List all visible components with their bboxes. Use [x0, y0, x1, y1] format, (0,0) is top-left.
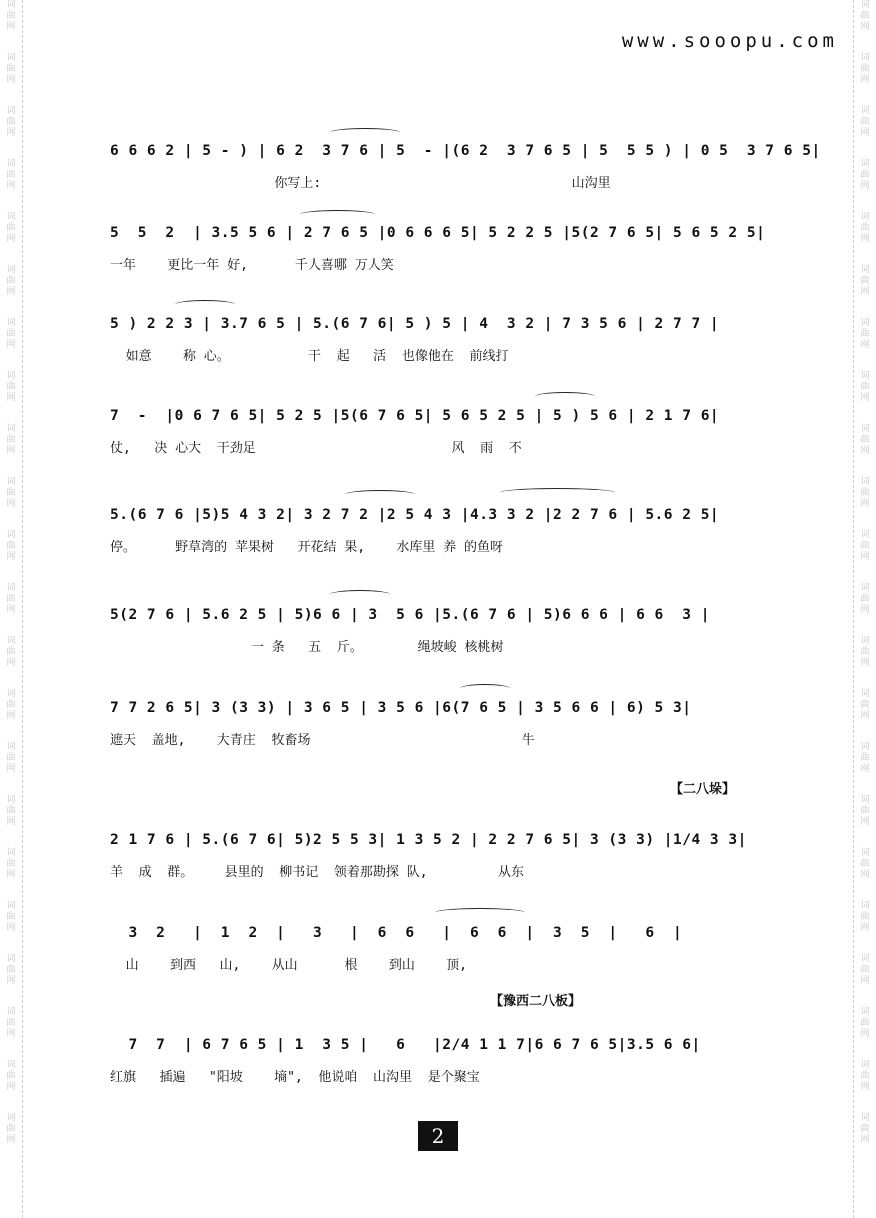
- slur-mark: [460, 684, 510, 693]
- watermark-text: 词曲网: [6, 424, 16, 456]
- watermark-text: 词曲网: [860, 689, 870, 721]
- notation-line: 7 7 2 6 5| 3 (3 3) | 3 6 5 | 3 5 6 |6(7 6 5 | 3 5 6 6 | 6) 5 3|: [110, 700, 692, 716]
- lyric-line: 遮天 盖地, 大青庄 牧畜场 牛: [110, 733, 535, 748]
- notation-line: 2 1 7 6 | 5.(6 7 6| 5)2 5 5 3| 1 3 5 2 | 2 2 7 6 5| 3 (3 3) |1/4 3 3|: [110, 832, 747, 848]
- watermark-text: 词曲网: [6, 583, 16, 615]
- watermark-text: 词曲网: [860, 1113, 870, 1145]
- lyric-line: 红旗 插遍 "阳坡 墒", 他说咱 山沟里 是个聚宝: [110, 1070, 480, 1085]
- slur-mark: [345, 490, 415, 499]
- lyric-line: 仗, 决 心大 干劲足 风 雨 不: [110, 441, 522, 456]
- slur-mark: [535, 392, 595, 401]
- lyric-line: 停。 野草湾的 苹果树 开花结 果, 水库里 养 的鱼呀: [110, 540, 504, 555]
- slur-mark: [175, 300, 235, 309]
- watermark-text: 词曲网: [6, 795, 16, 827]
- watermark-text: 词曲网: [860, 901, 870, 933]
- watermark-text: 词曲网: [860, 53, 870, 85]
- watermark-text: 词曲网: [860, 636, 870, 668]
- lyric-line: 一年 更比一年 好, 千人喜哪 万人笑: [110, 258, 394, 273]
- page-number: 2: [418, 1121, 458, 1151]
- watermark-text: 词曲网: [860, 0, 870, 32]
- lyric-line: 你写上: 山沟里: [110, 176, 611, 191]
- watermark-text: 词曲网: [860, 159, 870, 191]
- watermark-text: 词曲网: [860, 212, 870, 244]
- lyric-line: 羊 成 群。 县里的 柳书记 领着那勘探 队, 从东: [110, 865, 525, 880]
- lyric-line: 山 到西 山, 从山 根 到山 顶,: [110, 958, 467, 973]
- lyric-line: 如意 称 心。 干 起 活 也像他在 前线打: [110, 349, 509, 364]
- watermark-text: 词曲网: [6, 848, 16, 880]
- notation-line: 5.(6 7 6 |5)5 4 3 2| 3 2 7 2 |2 5 4 3 |4.3 3 2 |2 2 7 6 | 5.6 2 5|: [110, 507, 720, 523]
- watermark-text: 词曲网: [860, 1060, 870, 1092]
- watermark-text: 词曲网: [6, 265, 16, 297]
- section-tag-erbaduo: 【二八垛】: [670, 782, 736, 797]
- slur-mark: [300, 210, 375, 219]
- watermark-text: 词曲网: [860, 795, 870, 827]
- lyric-line: 一 条 五 斤。 绳坡峻 核桃树: [110, 640, 504, 655]
- watermark-text: 词曲网: [6, 689, 16, 721]
- watermark-text: 词曲网: [6, 371, 16, 403]
- notation-line: 6 6 6 2 | 5 - ) | 6 2 3 7 6 | 5 - |(6 2 3 7 6 5 | 5 5 5 ) | 0 5 3 7 6 5|: [110, 143, 821, 159]
- section-tag-yuxi: 【豫西二八板】: [490, 994, 582, 1009]
- watermark-text: 词曲网: [6, 636, 16, 668]
- watermark-text: 词曲网: [860, 583, 870, 615]
- left-watermark-strip: [0, 0, 23, 1218]
- notation-line: 5 ) 2 2 3 | 3.7 6 5 | 5.(6 7 6| 5 ) 5 | 4 3 2 | 7 3 5 6 | 2 7 7 |: [110, 316, 720, 332]
- notation-line: 7 - |0 6 7 6 5| 5 2 5 |5(6 7 6 5| 5 6 5 2 5 | 5 ) 5 6 | 2 1 7 6|: [110, 408, 720, 424]
- watermark-text: 词曲网: [860, 1007, 870, 1039]
- notation-line: 5(2 7 6 | 5.6 2 5 | 5)6 6 | 3 5 6 |5.(6 7 6 | 5)6 6 6 | 6 6 3 |: [110, 607, 710, 623]
- watermark-text: 词曲网: [6, 1060, 16, 1092]
- watermark-text: 词曲网: [860, 530, 870, 562]
- watermark-text: 词曲网: [6, 742, 16, 774]
- watermark-text: 词曲网: [6, 318, 16, 350]
- watermark-text: 词曲网: [6, 530, 16, 562]
- slur-mark: [330, 590, 390, 599]
- watermark-text: 词曲网: [860, 477, 870, 509]
- watermark-text: 词曲网: [860, 848, 870, 880]
- slur-mark: [435, 908, 525, 917]
- notation-line: 5 5 2 | 3.5 5 6 | 2 7 6 5 |0 6 6 6 5| 5 2 2 5 |5(2 7 6 5| 5 6 5 2 5|: [110, 225, 766, 241]
- watermark-text: 词曲网: [6, 106, 16, 138]
- right-watermark-strip: [853, 0, 876, 1218]
- watermark-text: 词曲网: [6, 0, 16, 32]
- watermark-text: 词曲网: [6, 1113, 16, 1145]
- watermark-text: 词曲网: [860, 742, 870, 774]
- slur-mark: [500, 488, 615, 497]
- watermark-text: 词曲网: [6, 901, 16, 933]
- watermark-text: 词曲网: [6, 159, 16, 191]
- watermark-text: 词曲网: [860, 106, 870, 138]
- watermark-text: 词曲网: [860, 265, 870, 297]
- watermark-text: 词曲网: [6, 477, 16, 509]
- watermark-text: 词曲网: [860, 954, 870, 986]
- watermark-text: 词曲网: [860, 371, 870, 403]
- site-url: www.sooopu.com: [621, 30, 838, 52]
- watermark-text: 词曲网: [6, 954, 16, 986]
- notation-line: 3 2 | 1 2 | 3 | 6 6 | 6 6 | 3 5 | 6 |: [110, 925, 683, 941]
- watermark-text: 词曲网: [860, 424, 870, 456]
- watermark-text: 词曲网: [860, 318, 870, 350]
- notation-line: 7 7 | 6 7 6 5 | 1 3 5 | 6 |2/4 1 1 7|6 6 7 6 5|3.5 6 6|: [110, 1037, 701, 1053]
- slur-mark: [330, 128, 400, 137]
- watermark-text: 词曲网: [6, 53, 16, 85]
- watermark-text: 词曲网: [6, 212, 16, 244]
- watermark-text: 词曲网: [6, 1007, 16, 1039]
